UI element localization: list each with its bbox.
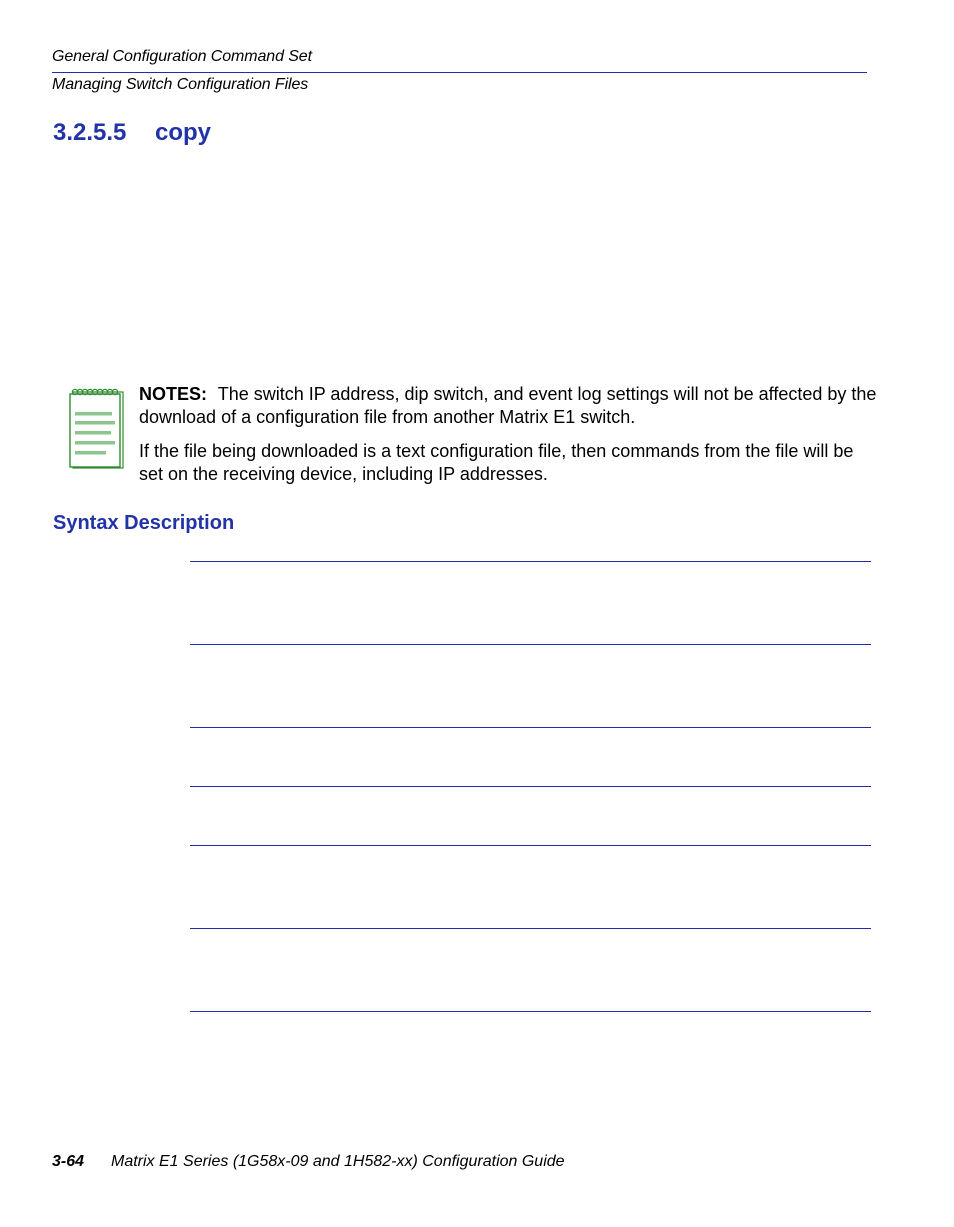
notepad-icon bbox=[68, 387, 126, 469]
table-rule bbox=[190, 1011, 871, 1012]
section-title: copy bbox=[155, 119, 212, 146]
guide-title: Matrix E1 Series (1G58x-09 and 1H582-xx) Configuration Guide bbox=[111, 1153, 565, 1170]
table-rule bbox=[190, 786, 871, 787]
table-rule bbox=[190, 644, 871, 645]
notes-paragraph-1 bbox=[139, 383, 879, 429]
table-rule bbox=[190, 845, 871, 846]
header-rule bbox=[52, 72, 867, 73]
header-section-title: Managing Switch Configuration Files bbox=[52, 76, 309, 93]
table-rule bbox=[190, 928, 871, 929]
table-rule bbox=[190, 727, 871, 728]
table-rule bbox=[190, 561, 871, 562]
section-heading bbox=[53, 119, 211, 147]
notes-block bbox=[139, 383, 879, 497]
syntax-description-heading: Syntax Description bbox=[53, 512, 235, 534]
notes-text-1: The switch IP address, dip switch, and event log settings will not be affected by the download of a configuration file from another Matrix E1 switch. bbox=[139, 384, 877, 427]
notes-paragraph-2: If the file being downloaded is a text configuration file, then commands from the file will be set on the receiving device, including IP addresses. bbox=[139, 441, 854, 484]
notes-label: NOTES: bbox=[139, 384, 208, 404]
page-footer bbox=[52, 1153, 565, 1171]
page-number: 3-64 bbox=[52, 1153, 85, 1170]
header-chapter-title: General Configuration Command Set bbox=[52, 48, 312, 65]
section-number: 3.2.5.5 bbox=[53, 119, 127, 146]
